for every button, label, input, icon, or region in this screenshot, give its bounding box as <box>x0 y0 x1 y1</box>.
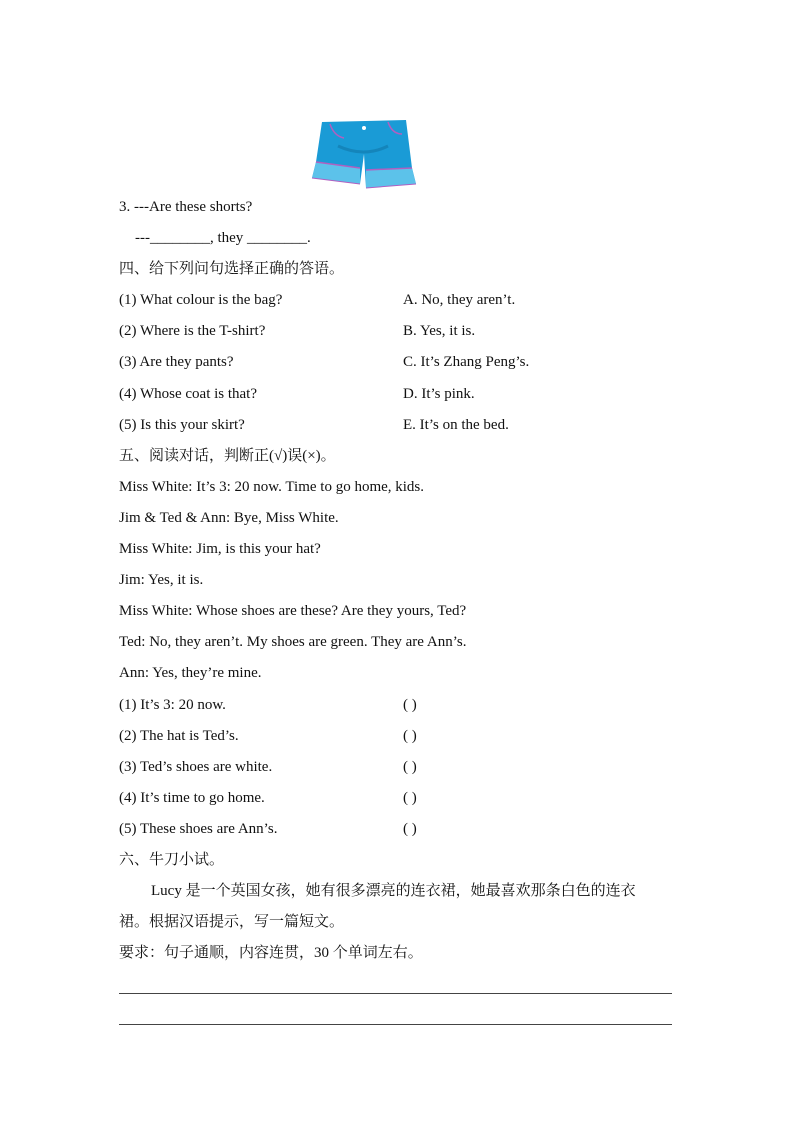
s4-question: (2) Where is the T-shirt? <box>119 323 266 340</box>
s4-answer: C. It’s Zhang Peng’s. <box>403 354 530 371</box>
question-3: 3. ---Are these shorts? <box>119 199 253 215</box>
writing-prompt-cont: 裙。根据汉语提示，写一篇短文。 <box>119 914 345 931</box>
s4-question: (3) Are they pants? <box>119 354 234 371</box>
dialogue-line: Ted: No, they aren’t. My shoes are green. They are Ann’s. <box>119 634 467 651</box>
answer-bracket: ( ) <box>403 758 417 775</box>
s4-question: (1) What colour is the bag? <box>119 292 283 309</box>
writing-line <box>119 993 672 994</box>
section5-title: 五、阅读对话，判断正(√)误(×)。 <box>119 447 336 464</box>
s4-answer: E. It’s on the bed. <box>403 416 509 433</box>
s4-question: (5) Is this your skirt? <box>119 416 245 433</box>
dialogue-line: Jim: Yes, it is. <box>119 572 204 589</box>
dialogue-line: Miss White: Whose shoes are these? Are they yours, Ted? <box>119 603 467 620</box>
dialogue-line: Miss White: It’s 3: 20 now. Time to go home, kids. <box>119 478 425 495</box>
section4-title: 四、给下列问句选择正确的答语。 <box>119 261 345 278</box>
s4-answer: A. No, they aren’t. <box>403 292 516 309</box>
s4-question: (4) Whose coat is that? <box>119 385 258 402</box>
dialogue-line: Miss White: Jim, is this your hat? <box>119 541 321 558</box>
s4-answer: B. Yes, it is. <box>403 323 476 340</box>
dialogue-line: Jim & Ted & Ann: Bye, Miss White. <box>119 509 339 526</box>
s5-statement: (2) The hat is Ted’s. <box>119 727 239 744</box>
s5-statement: (5) These shoes are Ann’s. <box>119 820 278 837</box>
dialogue-line: Ann: Yes, they’re mine. <box>119 665 262 682</box>
s5-statement: (1) It’s 3: 20 now. <box>119 696 226 713</box>
shorts-image <box>308 118 420 192</box>
s4-answer: D. It’s pink. <box>403 385 475 402</box>
s5-statement: (3) Ted’s shoes are white. <box>119 758 273 775</box>
writing-prompt: Lucy 是一个英国女孩，她有很多漂亮的连衣裙，她最喜欢那条白色的连衣 <box>151 883 636 900</box>
answer-bracket: ( ) <box>403 820 417 837</box>
writing-requirement: 要求：句子通顺，内容连贯，30 个单词左右。 <box>119 945 423 962</box>
answer-bracket: ( ) <box>403 696 417 713</box>
answer-bracket: ( ) <box>403 727 417 744</box>
answer-bracket: ( ) <box>403 789 417 806</box>
answer-blank-3: ---________, they ________. <box>135 230 311 247</box>
writing-line <box>119 1024 672 1025</box>
section6-title: 六、牛刀小试。 <box>119 851 225 868</box>
s5-statement: (4) It’s time to go home. <box>119 789 265 806</box>
